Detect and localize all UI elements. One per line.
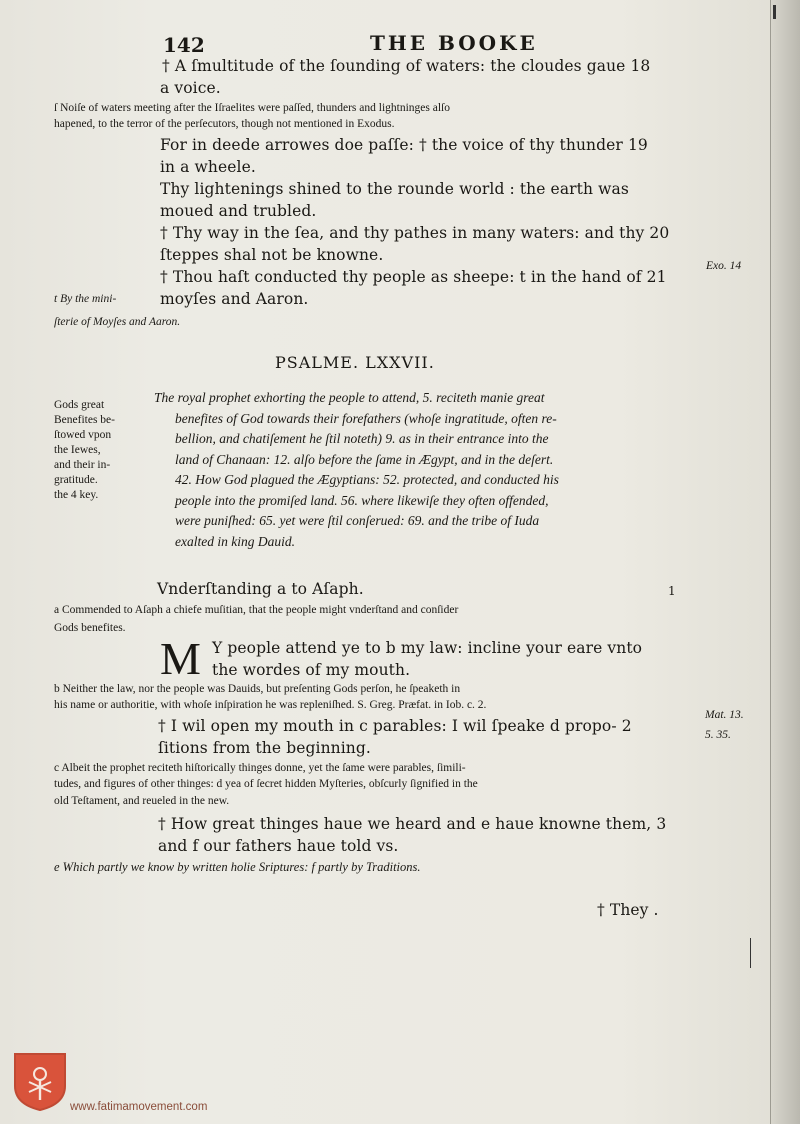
argument-line: benefites of God towards their forefathers (whoſe ingratitude, often re- xyxy=(175,410,557,426)
psalm-heading: PSALME. LXXVII. xyxy=(275,353,435,372)
verse-line: † How great thinges haue we heard and e haue knowne them, 3 xyxy=(158,815,667,833)
argument-line: 42. How God plagued the Ægyptians: 52. protected, and conducted his xyxy=(175,472,559,487)
footer-url[interactable]: www.fatimamovement.com xyxy=(70,1101,208,1113)
footnote-line: hapened, to the terror of the perſecutors, though not mentioned in Exodus. xyxy=(54,118,395,130)
side-note-line: the Iewes, xyxy=(54,444,101,456)
verse-line: † Thou haſt conducted thy people as sheepe: t in the hand of 21 xyxy=(160,268,667,286)
edge-mark xyxy=(750,938,751,968)
verse-number: 1 xyxy=(668,584,676,598)
verse-line: Thy lightenings shined to the rounde world : the earth was xyxy=(160,180,629,198)
footnote-line: ſterie of Moyſes and Aaron. xyxy=(54,316,181,328)
footnote-line: tudes, and figures of other thinges: d yea of ſecret hidden Myſteries, obſcurly ſignified in the xyxy=(54,778,478,790)
footnote-line: b Neither the law, nor the people was Dauids, but preſenting Gods perſon, he ſpeaketh in xyxy=(54,683,461,695)
argument-line: The royal prophet exhorting the people to attend, 5. reciteth manie great xyxy=(154,390,545,405)
drop-cap: M xyxy=(160,633,201,684)
argument-line: exalted in king Dauid. xyxy=(175,533,295,549)
side-note-line: and their in- xyxy=(54,459,111,471)
verse-line: Y people attend ye to b my law: incline your eare vnto xyxy=(212,639,643,657)
side-note-line: ſtowed vpon xyxy=(54,429,112,441)
footnote-line: t By the mini- xyxy=(54,293,117,305)
verse-line: a voice. xyxy=(160,79,221,97)
argument-line: were puniſhed: 65. yet were ſtil conſerued: 69. and the tribe of Iuda xyxy=(175,513,540,528)
side-note-line: gratitude. xyxy=(54,474,98,486)
footnote-line: Gods benefites. xyxy=(54,622,126,634)
side-note-line: Benefites be- xyxy=(54,414,115,426)
verse-line: moued and trubled. xyxy=(160,202,317,220)
verse-line: † A ſmultitude of the ſounding of waters: the cloudes gaue 18 xyxy=(162,57,651,75)
verse-line: For in deede arrowes doe paſſe: † the voice of thy thunder 19 xyxy=(160,136,648,154)
footnote-line: a Commended to Aſaph a chiefe muſitian, that the people might vnderſtand and conſider xyxy=(54,604,459,616)
argument-line: bellion, and chatiſement he ſtil noteth) 9. as in their entrance into the xyxy=(175,431,549,446)
verse-line: in a wheele. xyxy=(160,158,256,176)
page-edge xyxy=(770,0,800,1124)
argument-line: people into the promiſed land. 56. where likewiſe they often offended, xyxy=(175,492,549,508)
fatima-logo-icon xyxy=(13,1052,67,1112)
catchword: † They . xyxy=(597,901,659,919)
page-number: 142 xyxy=(163,33,205,57)
edge-mark xyxy=(773,5,776,19)
footnote-line: c Albeit the prophet reciteth hiſtorically thinges donne, yet the ſame were parables, ſimili- xyxy=(54,762,466,774)
footnote-line: ſ Noiſe of waters meeting after the Iſraelites were paſſed, thunders and lightninges alſo xyxy=(54,102,450,114)
psalm-argument xyxy=(154,388,559,552)
running-title: THE BOOKE xyxy=(370,31,538,55)
side-note xyxy=(54,398,115,503)
verse-line: and f our fathers haue told vs. xyxy=(158,837,399,855)
margin-reference: 5. 35. xyxy=(705,729,731,741)
verse-line: † Thy way in the ſea, and thy pathes in many waters: and thy 20 xyxy=(160,224,670,242)
verse-line: the wordes of my mouth. xyxy=(212,661,411,679)
verse-line: † I wil open my mouth in c parables: I wil ſpeake d propo- 2 xyxy=(158,717,632,735)
side-note-line: the 4 key. xyxy=(54,489,99,501)
footnote-line: his name or authoritie, with whoſe inſpiration he was repleniſhed. S. Greg. Præfat. in Iob. c. 2. xyxy=(54,699,487,711)
margin-reference: Exo. 14 xyxy=(706,260,742,272)
verse-line: Vnderſtanding a to Aſaph. xyxy=(157,580,364,598)
footnote-line: e Which partly we know by written holie Sriptures: f partly by Traditions. xyxy=(54,860,421,874)
footnote-line: old Teſtament, and reueled in the new. xyxy=(54,795,230,807)
side-note-line: Gods great xyxy=(54,399,105,411)
verse-line: moyſes and Aaron. xyxy=(160,290,309,308)
margin-reference: Mat. 13. xyxy=(705,709,744,721)
verse-line: ſitions from the beginning. xyxy=(158,739,371,757)
argument-line: land of Chanaan: 12. alſo before the ſame in Ægypt, and in the deſert. xyxy=(175,451,554,467)
verse-line: ſteppes shal not be knowne. xyxy=(160,246,384,264)
